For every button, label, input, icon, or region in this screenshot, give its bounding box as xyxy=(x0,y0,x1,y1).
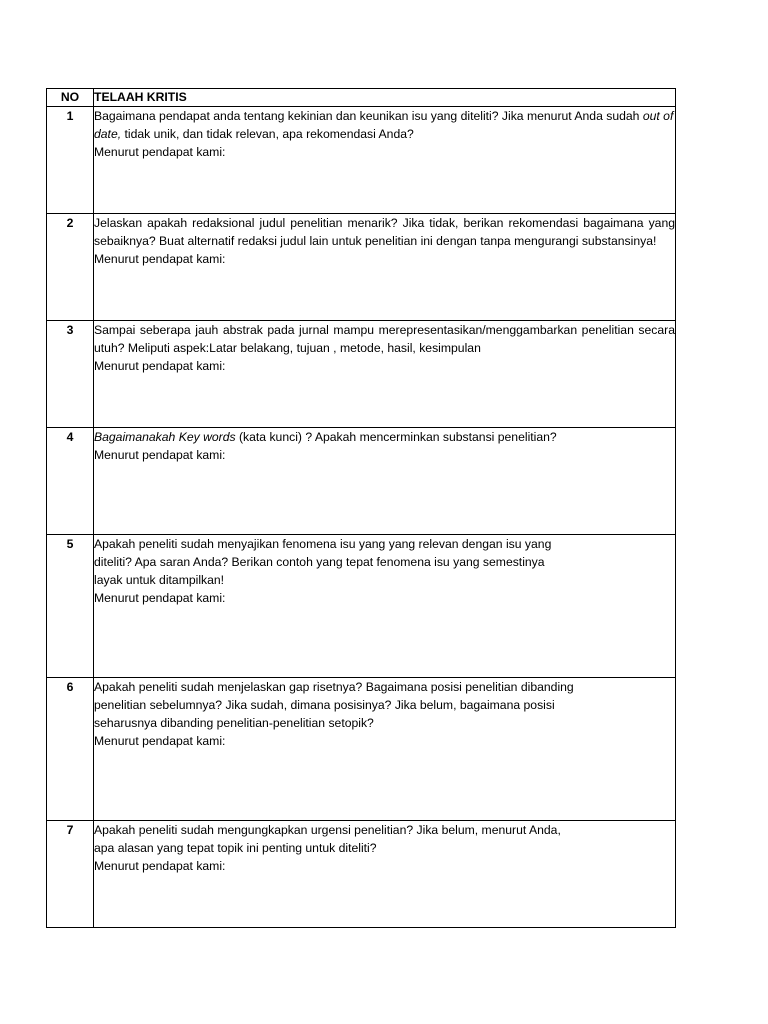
answer-label: Menurut pendapat kami: xyxy=(94,448,226,462)
table-row xyxy=(47,214,676,321)
row-number: 4 xyxy=(47,428,94,535)
answer-label: Menurut pendapat kami: xyxy=(94,591,226,605)
question-cell xyxy=(94,678,676,821)
question-line: Apakah peneliti sudah menyajikan fenomena isu yang yang relevan dengan isu yang xyxy=(94,537,552,551)
row-number: 2 xyxy=(47,214,94,321)
question-part-italic: Bagaimanakah Key words xyxy=(94,430,236,444)
question-cell xyxy=(94,214,676,321)
question-part: (kata kunci) ? Apakah mencerminkan substansi penelitian? xyxy=(235,430,557,444)
question-line: seharusnya dibanding penelitian-penelitian setopik? xyxy=(94,716,374,730)
row-number: 1 xyxy=(47,107,94,214)
row-number: 6 xyxy=(47,678,94,821)
question-cell xyxy=(94,821,676,928)
table-header-row xyxy=(47,89,676,107)
question-cell xyxy=(94,107,676,214)
header-telaah-kritis: TELAAH KRITIS xyxy=(94,89,676,107)
question-line: Apakah peneliti sudah mengungkapkan urgensi penelitian? Jika belum, menurut Anda, xyxy=(94,823,561,837)
table-row xyxy=(47,821,676,928)
table-row xyxy=(47,678,676,821)
row-number: 7 xyxy=(47,821,94,928)
question-part: Bagaimana pendapat anda tentang kekinian dan keunikan isu yang diteliti? Jika menurut Anda sudah xyxy=(94,109,643,123)
question-text xyxy=(94,107,675,143)
answer-label: Menurut pendapat kami: xyxy=(94,359,226,373)
question-line: diteliti? Apa saran Anda? Berikan contoh yang tepat fenomena isu yang semestinya xyxy=(94,555,545,569)
question-part-italic: out of date, xyxy=(94,109,674,141)
table-row xyxy=(47,535,676,678)
question-part: tidak unik, dan tidak relevan, apa rekomendasi Anda? xyxy=(121,127,414,141)
table-row xyxy=(47,107,676,214)
header-no: NO xyxy=(47,89,94,107)
question-text xyxy=(94,428,675,446)
question-cell xyxy=(94,321,676,428)
question-line: apa alasan yang tepat topik ini penting untuk diteliti? xyxy=(94,841,377,855)
answer-label: Menurut pendapat kami: xyxy=(94,734,226,748)
row-number: 5 xyxy=(47,535,94,678)
question-cell xyxy=(94,428,676,535)
table-row xyxy=(47,321,676,428)
question-text: Jelaskan apakah redaksional judul penelitian menarik? Jika tidak, berikan rekomendasi bagaimana yang sebaiknya? Buat alternatif redaksi judul lain untuk penelitian ini dengan tanpa mengurangi substansinya! xyxy=(94,216,675,248)
row-number: 3 xyxy=(47,321,94,428)
table-row xyxy=(47,428,676,535)
question-line: penelitian sebelumnya? Jika sudah, dimana posisinya? Jika belum, bagaimana posisi xyxy=(94,698,555,712)
question-cell xyxy=(94,535,676,678)
question-line: Apakah peneliti sudah menjelaskan gap risetnya? Bagaimana posisi penelitian dibanding xyxy=(94,680,574,694)
answer-label: Menurut pendapat kami: xyxy=(94,859,226,873)
answer-label: Menurut pendapat kami: xyxy=(94,145,226,159)
question-text: Sampai seberapa jauh abstrak pada jurnal mampu merepresentasikan/menggambarkan penelitian secara utuh? Meliputi aspek:Latar belakang, tujuan , metode, hasil, kesimpulan xyxy=(94,323,675,355)
question-line: layak untuk ditampilkan! xyxy=(94,573,225,587)
telaah-kritis-table xyxy=(46,88,676,928)
answer-label: Menurut pendapat kami: xyxy=(94,252,226,266)
